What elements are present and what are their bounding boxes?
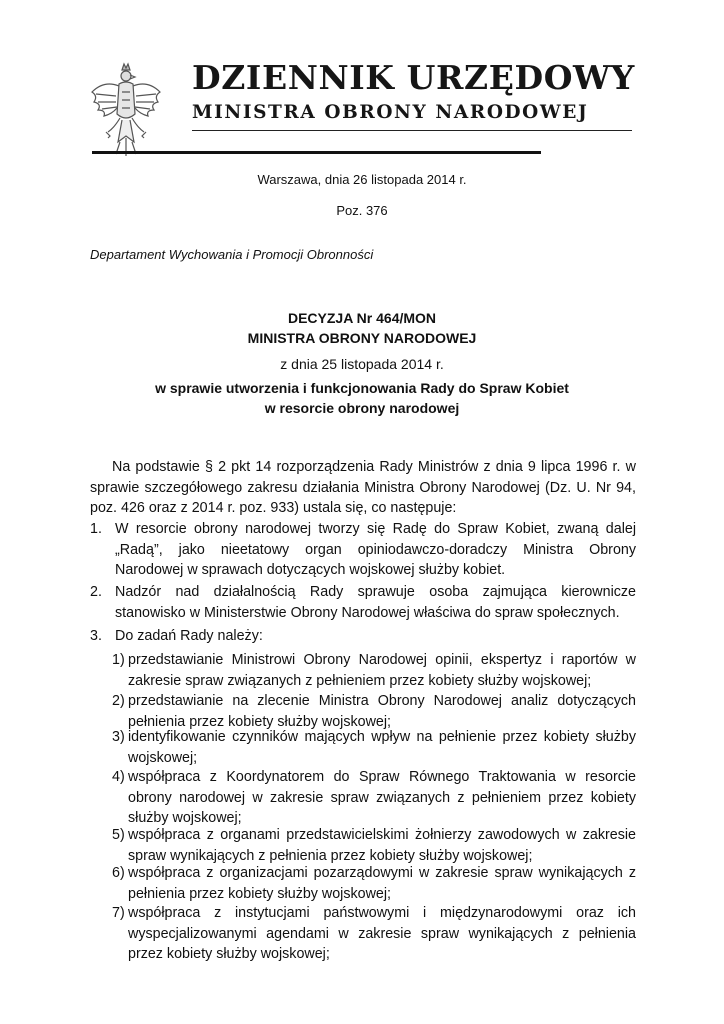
sub-item-number: 2): [112, 693, 125, 709]
list-item: [90, 626, 636, 647]
header-divider: [92, 151, 541, 154]
decision-title: [90, 308, 634, 348]
sub-list-item: [90, 727, 636, 768]
polish-eagle-emblem-icon: [86, 62, 166, 162]
sub-list-item: [90, 691, 636, 732]
preamble-text: Na podstawie § 2 pkt 14 rozporządzenia Rady Ministrów z dnia 9 lipca 1996 r. w sprawie szczegółowego zakresu działania Ministra Obrony Narodowej (Dz. U. Nr 94, poz. 426 oraz z 2014 r. poz. 933) ustala się, co następuje:: [90, 459, 636, 516]
journal-title: DZIENNIK URZĘDOWY: [192, 58, 635, 97]
sub-item-number: 1): [112, 652, 125, 668]
issue-date: Warszawa, dnia 26 listopada 2014 r.: [257, 172, 467, 187]
position-number: Poz. 376: [336, 203, 388, 218]
item-number: 3.: [90, 628, 102, 644]
journal-subtitle: MINISTRA OBRONY NARODOWEJ: [192, 102, 589, 123]
sub-item-text: przedstawianie Ministrowi Obrony Narodowej opinii, ekspertyz i raportów w zakresie spraw związanych z pełnieniem przez kobiety służby wojskowej;: [128, 652, 636, 689]
sub-item-text: współpraca z instytucjami państwowymi i międzynarodowymi oraz ich wyspecjalizowanymi agendami w zakresie spraw wynikających z pełnienia przez kobiety służby wojskowej;: [128, 905, 636, 962]
list-item: [90, 582, 636, 623]
sub-item-number: 3): [112, 729, 125, 745]
header-rule: [192, 130, 632, 131]
decision-subject: [90, 378, 634, 418]
subject-line: w resorcie obrony narodowej: [264, 400, 460, 416]
decision-number: DECYZJA Nr 464/MON: [287, 310, 437, 326]
item-text: W resorcie obrony narodowej tworzy się Radę do Spraw Kobiet, zwaną dalej „Radą”, jako nieetatowy organ opiniodawczo-doradczy Ministra Obrony Narodowej w sprawach dotyczących wojskowej służby kobiet.: [115, 521, 636, 578]
sub-list-item: [90, 863, 636, 904]
preamble: [90, 457, 636, 519]
subject-line: w sprawie utworzenia i funkcjonowania Rady do Spraw Kobiet: [155, 380, 569, 396]
sub-item-text: współpraca z Koordynatorem do Spraw Równego Traktowania w resorcie obrony narodowej w zakresie spraw związanych z pełnieniem przez kobiety służby wojskowej;: [128, 769, 636, 826]
decision-date: z dnia 25 listopada 2014 r.: [280, 356, 444, 372]
sub-list-item: [90, 767, 636, 829]
sub-item-number: 7): [112, 905, 125, 921]
sub-item-text: współpraca z organami przedstawicielskimi żołnierzy zawodowych w zakresie spraw wynikających z pełnienia przez kobiety służby wojskowej;: [128, 827, 636, 864]
sub-item-number: 5): [112, 827, 125, 843]
sub-list-item: [90, 825, 636, 866]
item-text: Nadzór nad działalnością Rady sprawuje osoba zajmująca kierownicze stanowisko w Ministerstwie Obrony Narodowej właściwa do spraw społecznych.: [115, 584, 636, 621]
sub-item-text: identyfikowanie czynników mających wpływ na pełnienie przez kobiety służby wojskowej;: [128, 729, 636, 766]
sub-item-text: współpraca z organizacjami pozarządowymi w zakresie spraw wynikających z pełnienia przez kobiety służby wojskowej;: [128, 865, 636, 902]
department-name: Departament Wychowania i Promocji Obronności: [90, 247, 374, 262]
sub-item-number: 4): [112, 769, 125, 785]
item-number: 2.: [90, 584, 102, 600]
sub-list-item: [90, 903, 636, 965]
sub-list-item: [90, 650, 636, 691]
sub-item-number: 6): [112, 865, 125, 881]
list-item: [90, 519, 636, 581]
item-text: Do zadań Rady należy:: [115, 628, 263, 644]
sub-item-text: przedstawianie na zlecenie Ministra Obrony Narodowej analiz dotyczących pełnienia przez kobiety służby wojskowej;: [128, 693, 636, 730]
masthead: [86, 56, 642, 166]
item-number: 1.: [90, 521, 102, 537]
decision-issuer: MINISTRA OBRONY NARODOWEJ: [247, 330, 477, 346]
